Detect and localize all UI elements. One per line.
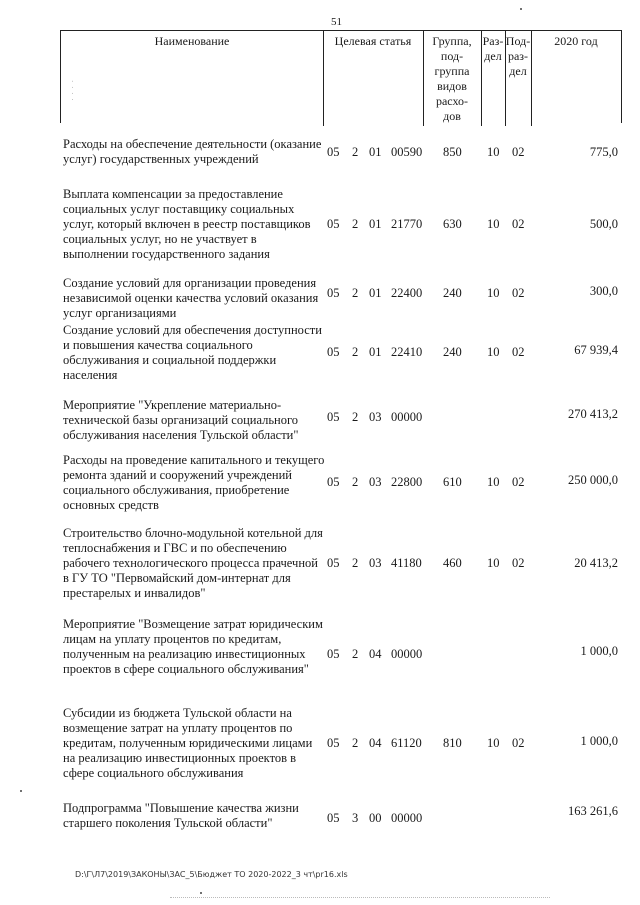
row-code-subprogram: 2	[352, 647, 359, 661]
row-name: Субсидии из бюджета Тульской области на возмещение затрат на уплату процентов по кредитам, полученным юридическими лицами на реализацию инвестиционных проектов в сфере социального обслуживания	[63, 706, 313, 780]
scan-speck	[200, 892, 202, 894]
row-code-event: 04	[369, 736, 382, 750]
row-razdel: 10	[487, 217, 500, 231]
header-razdel-line: дел	[484, 49, 502, 63]
row-code-subprogram: 2	[352, 217, 359, 231]
row-podrazdel: 02	[512, 556, 525, 570]
row-group: 810	[443, 736, 462, 750]
row-code-subprogram: 2	[352, 736, 359, 750]
row-sum: 500,0	[589, 217, 618, 231]
row-name: Строительство блочно-модульной котельной для теплоснабжения и ГВС и по обеспечению рабочего технологического процесса прачечной в ГУ ТО "Первомайский дом-интернат для престарелых и инвалидов"	[63, 526, 323, 600]
row-name: Выплата компенсации за предоставление социальных услуг поставщику социальных услуг, который включен в реестр поставщиков социальных услуг, но не участвует в выполнении государственного задания	[63, 187, 311, 261]
header-razdel-line: Раз-	[482, 34, 504, 48]
header-group-line: расхо-	[435, 94, 469, 108]
row-group: 240	[443, 345, 462, 359]
row-code-event: 01	[369, 145, 382, 159]
row-code-event: 01	[369, 286, 382, 300]
row-code-subprogram: 2	[352, 345, 359, 359]
row-podrazdel: 02	[512, 345, 525, 359]
row-code-event: 04	[369, 647, 382, 661]
row-code-program: 05	[327, 736, 340, 750]
row-code-event: 01	[369, 345, 382, 359]
row-code-direction: 21770	[391, 217, 423, 231]
row-code-direction: 22400	[391, 286, 423, 300]
row-podrazdel: 02	[512, 286, 525, 300]
row-sum: 163 261,6	[568, 804, 618, 818]
row-code-program: 05	[327, 345, 340, 359]
header-podrazdel-line: дел	[509, 64, 527, 78]
header-year: 2020 год	[554, 34, 598, 48]
row-sum: 20 413,2	[574, 556, 618, 570]
row-code-direction: 00000	[391, 811, 423, 825]
row-code-direction: 00000	[391, 410, 423, 424]
row-group: 630	[443, 217, 462, 231]
header-name: Наименование	[61, 31, 324, 126]
row-podrazdel: 02	[512, 736, 525, 750]
row-group: 610	[443, 475, 462, 489]
header-razdel	[481, 31, 506, 126]
row-name: Мероприятие "Возмещение затрат юридическим лицам на уплату процентов по кредитам, полученным на реализацию инвестиционных проектов в сфере социального обслуживания"	[63, 617, 323, 676]
row-group: 850	[443, 145, 462, 159]
row-code-direction: 22800	[391, 475, 423, 489]
row-code-event: 00	[369, 811, 382, 825]
row-name: Создание условий для обеспечения доступности и повышения качества социального обслуживания и социальной поддержки населения	[63, 323, 322, 382]
row-name: Подпрограмма "Повышение качества жизни старшего поколения Тульской области"	[63, 801, 299, 830]
header-podrazdel-line: раз-	[507, 49, 529, 63]
header-podrazdel	[505, 31, 532, 126]
row-sum: 67 939,4	[574, 343, 618, 357]
row-razdel: 10	[487, 736, 500, 750]
row-name: Мероприятие "Укрепление материально-технической базы организаций социального обслуживания населения Тульской области"	[63, 398, 299, 442]
row-code-event: 03	[369, 556, 382, 570]
row-code-program: 05	[327, 410, 340, 424]
row-razdel: 10	[487, 286, 500, 300]
footer-divider	[170, 897, 550, 898]
scan-speck	[20, 790, 22, 792]
row-code-program: 05	[327, 286, 340, 300]
row-code-direction: 00000	[391, 647, 423, 661]
header-podrazdel-line: Под-	[505, 34, 531, 48]
row-group: 240	[443, 286, 462, 300]
table-header	[60, 30, 622, 123]
row-code-event: 03	[369, 475, 382, 489]
row-sum: 300,0	[589, 284, 618, 298]
header-group-line: группа	[434, 64, 470, 78]
row-code-subprogram: 2	[352, 145, 359, 159]
header-target-article: Целевая статья	[323, 31, 424, 126]
row-code-program: 05	[327, 647, 340, 661]
row-podrazdel: 02	[512, 217, 525, 231]
header-group-line: дов	[443, 109, 461, 123]
page-number: 51	[331, 16, 342, 28]
row-podrazdel: 02	[512, 145, 525, 159]
header-group-line: Группа,	[432, 34, 472, 48]
row-code-program: 05	[327, 145, 340, 159]
row-sum: 250 000,0	[568, 473, 618, 487]
row-code-program: 05	[327, 217, 340, 231]
row-code-subprogram: 2	[352, 475, 359, 489]
row-name: Расходы на проведение капитального и текущего ремонта зданий и сооружений учреждений социального обслуживания, приобретение основных средств	[63, 453, 325, 512]
row-razdel: 10	[487, 345, 500, 359]
header-group-line: видов	[437, 79, 467, 93]
header-group	[423, 31, 482, 126]
row-code-direction: 41180	[391, 556, 422, 570]
row-code-subprogram: 2	[352, 286, 359, 300]
row-razdel: 10	[487, 475, 500, 489]
row-sum: 1 000,0	[580, 734, 618, 748]
row-code-program: 05	[327, 556, 340, 570]
row-code-subprogram: 3	[352, 811, 359, 825]
scan-speck	[520, 8, 522, 10]
row-code-program: 05	[327, 811, 340, 825]
row-code-direction: 00590	[391, 145, 423, 159]
row-code-direction: 61120	[391, 736, 422, 750]
row-sum: 270 413,2	[568, 407, 618, 421]
row-code-subprogram: 2	[352, 556, 359, 570]
row-code-subprogram: 2	[352, 410, 359, 424]
row-sum: 1 000,0	[580, 644, 618, 658]
row-group: 460	[443, 556, 462, 570]
row-code-direction: 22410	[391, 345, 423, 359]
margin-mark: · · · ·	[68, 80, 76, 102]
row-podrazdel: 02	[512, 475, 525, 489]
row-razdel: 10	[487, 556, 500, 570]
row-sum: 775,0	[589, 145, 618, 159]
row-name: Расходы на обеспечение деятельности (оказание услуг) государственных учреждений	[63, 137, 322, 166]
row-code-event: 03	[369, 410, 382, 424]
row-razdel: 10	[487, 145, 500, 159]
file-path-footer: D:\Г\Л7\2019\ЗАКОНЫ\ЗАС_5\Бюджет ТО 2020-2022_3 чт\pr16.xls	[75, 870, 348, 879]
header-group-line: под-	[440, 49, 464, 63]
row-code-program: 05	[327, 475, 340, 489]
row-code-event: 01	[369, 217, 382, 231]
row-name: Создание условий для организации проведения независимой оценки качества условий оказания услуг организациями	[63, 276, 319, 320]
